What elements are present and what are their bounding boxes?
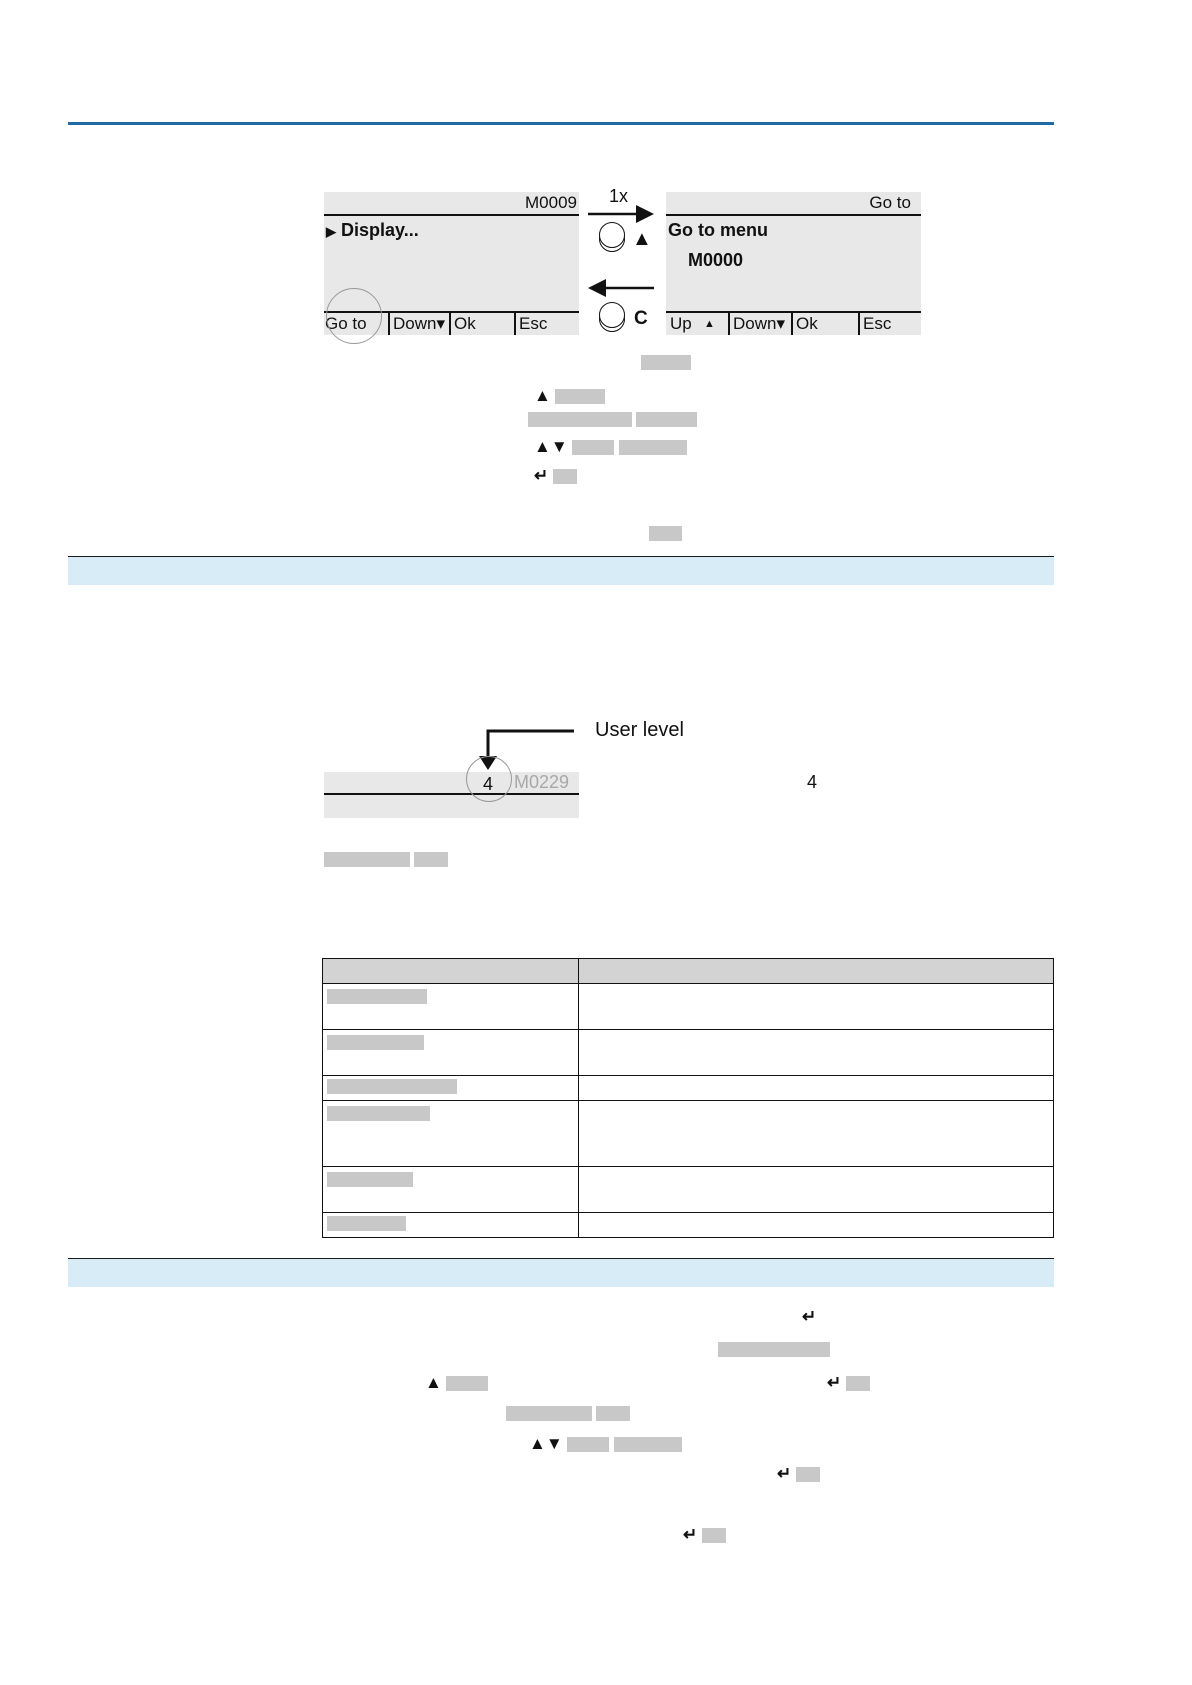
highlight-mark: [327, 1035, 424, 1050]
table-row: [323, 1076, 1054, 1101]
highlight-mark: [327, 1106, 430, 1121]
table-row: [323, 1030, 1054, 1076]
user-level-digit: 4: [483, 774, 494, 794]
section-band: [68, 556, 1054, 585]
user-level-screen: [324, 772, 818, 818]
step-enter-line: [777, 1465, 820, 1484]
down-arrow-icon: ▼: [550, 437, 568, 456]
soft-key-ok-right[interactable]: Ok: [791, 313, 818, 335]
step-line-2: [528, 411, 697, 429]
back-arrow: [586, 276, 656, 300]
screen-title: Go to: [666, 192, 921, 216]
table-row: [323, 1213, 1054, 1238]
enter-icon: ↵: [777, 1464, 792, 1483]
step-updown-line: [529, 1435, 682, 1454]
highlight-mark: [702, 1528, 726, 1543]
c-key-label: C: [634, 308, 648, 329]
pointer-icon: ▶: [326, 224, 336, 239]
highlight-mark: [327, 1216, 406, 1231]
enter-icon: ↵: [802, 1307, 817, 1326]
table-row: [323, 984, 1054, 1030]
enter-icon: ↵: [683, 1525, 698, 1544]
table-header: [323, 959, 1054, 984]
soft-key-goto[interactable]: Go to: [325, 314, 367, 333]
highlight-mark: [614, 1437, 682, 1452]
up-arrow-icon: ▲: [534, 386, 551, 405]
soft-key-esc-right[interactable]: Esc: [858, 313, 891, 335]
user-level-value: 4: [807, 772, 818, 792]
goto-menu-code: M0000: [688, 250, 744, 270]
menu-item-display: ▶ Display...: [326, 220, 419, 240]
top-rule: [68, 122, 1054, 125]
soft-key-esc[interactable]: Esc: [514, 313, 547, 335]
step-up-line: [425, 1374, 488, 1393]
up-key-icon-top: [599, 222, 625, 248]
step-updown-line: [534, 438, 687, 457]
soft-key-ok[interactable]: Ok: [449, 313, 476, 335]
press-count-label: 1x: [609, 186, 629, 206]
highlight-mark: [619, 440, 687, 455]
forward-arrow: [586, 202, 656, 226]
enter-icon: ↵: [827, 1373, 842, 1392]
highlight-mark: [414, 852, 448, 867]
highlight-mark: [327, 1079, 457, 1094]
table-row: [323, 1167, 1054, 1213]
highlight-mark: [528, 412, 632, 427]
step-enter-line: [683, 1526, 726, 1545]
highlight-mark: [636, 412, 697, 427]
highlight-mark: [572, 440, 614, 455]
user-level-label: User level: [595, 719, 684, 741]
screen-code: M0009: [324, 192, 579, 216]
highlight-mark: [324, 852, 410, 867]
section-band: [68, 1258, 1054, 1287]
highlight-mark: [327, 989, 427, 1004]
highlight-mark: [796, 1467, 820, 1482]
up-arrow-icon: ▲: [534, 437, 551, 456]
highlight-mark: [718, 1342, 830, 1357]
text-line: [324, 851, 448, 869]
highlight-mark: [446, 1376, 488, 1391]
text-line: [506, 1405, 630, 1423]
highlight-mark: [567, 1437, 609, 1452]
soft-key-up-arrow: ▲: [704, 318, 715, 330]
goto-menu-label: Go to menu: [668, 220, 768, 240]
highlight-mark: [327, 1172, 413, 1187]
screen-code-faded: M0229: [514, 772, 570, 792]
enter-icon: ↵: [534, 466, 549, 485]
down-arrow-icon: ▼: [545, 1434, 563, 1453]
c-key-icon-top: [599, 302, 625, 328]
step-enter-line: [802, 1308, 816, 1327]
soft-key-bar-right: [666, 311, 921, 335]
step-enter-line: [534, 467, 577, 486]
highlight-mark: [555, 389, 605, 404]
up-arrow-icon: ▲: [529, 1434, 546, 1453]
highlight-mark: [846, 1376, 870, 1391]
soft-key-down-right[interactable]: Down▾: [728, 313, 785, 335]
up-symbol: ▲: [632, 228, 652, 250]
highlight-mark: [506, 1406, 592, 1421]
highlight-mark: [553, 469, 577, 484]
soft-key-up[interactable]: Up: [670, 314, 692, 333]
display-screen-right: [666, 192, 921, 335]
highlight-mark: [596, 1406, 630, 1421]
user-level-table: [322, 958, 1054, 1238]
highlight-mark: [649, 526, 682, 541]
step-enter-line: [827, 1374, 870, 1393]
highlight-mark: [641, 355, 691, 370]
soft-key-down[interactable]: Down▾: [388, 313, 445, 335]
step-up-line: [534, 387, 605, 406]
goto-highlight-circle: [326, 288, 382, 344]
up-arrow-icon: ▲: [425, 1373, 442, 1392]
table-row: [323, 1101, 1054, 1167]
